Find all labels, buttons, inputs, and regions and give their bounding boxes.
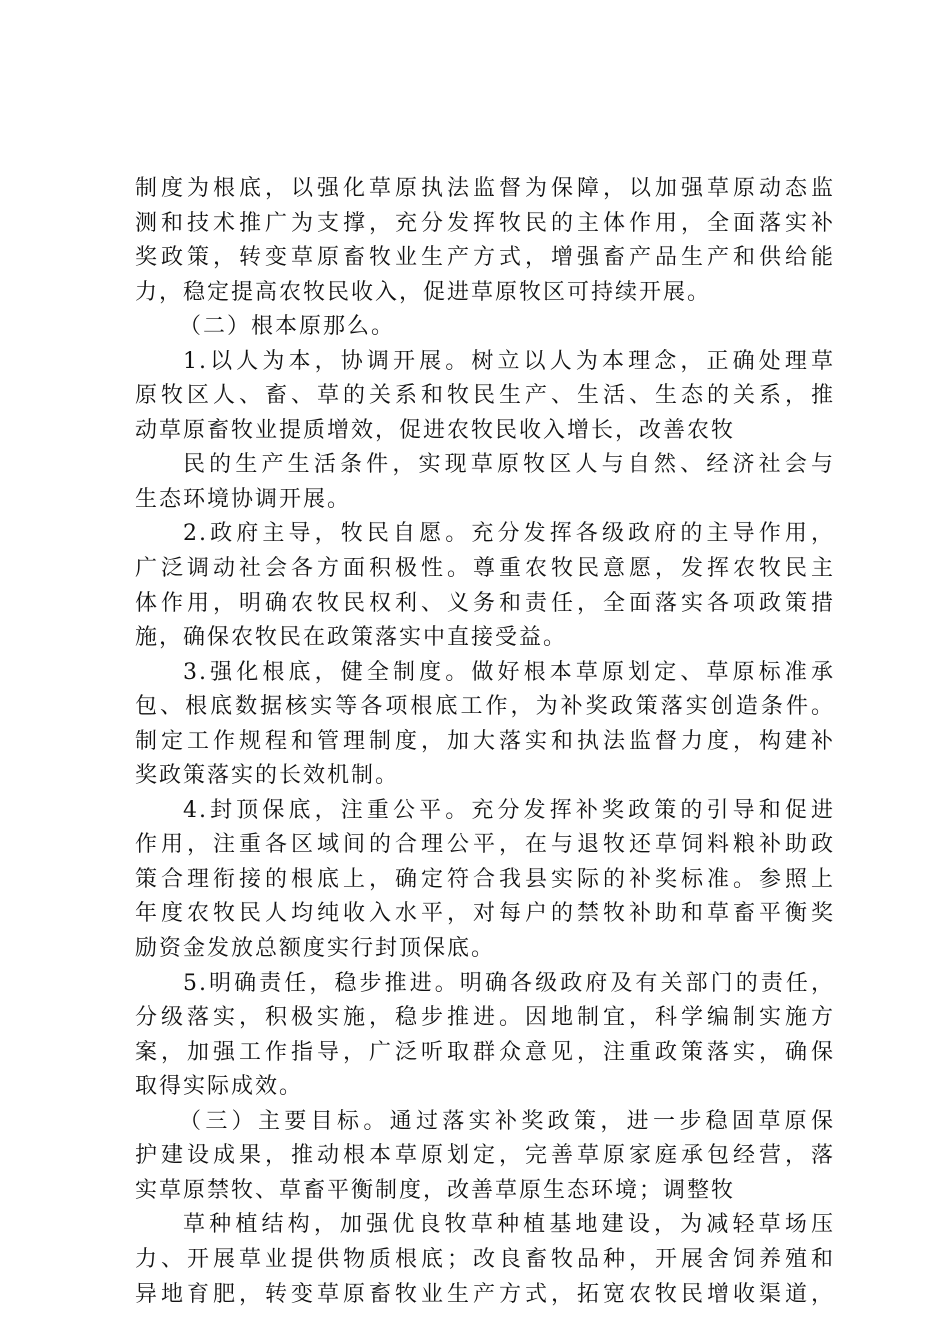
text-line: 4.封顶保底，注重公平。充分发挥补奖政策的引导和促进 [183,797,835,823]
text-line: 奖政策，转变草原畜牧业生产方式，增强畜产品生产和供给能 [135,245,835,271]
section-heading: （二）根本原那么。 [179,314,396,340]
text-line: 励资金发放总额度实行封顶保底。 [135,936,496,962]
text-line: 广泛调动社会各方面积极性。尊重农牧民意愿，发挥农牧民主 [135,556,835,582]
text-line: 草种植结构，加强优良牧草种植基地建设，为减轻草场压 [183,1212,835,1238]
text-line: 民的生产生活条件，实现草原牧区人与自然、经济社会与 [183,452,835,478]
text-line: 1.以人为本，协调开展。树立以人为本理念，正确处理草 [183,348,835,374]
text-line: 策合理衔接的根底上，确定符合我县实际的补奖标准。参照上 [135,866,835,892]
text-line: 护建设成果，推动根本草原划定，完善草原家庭承包经营，落 [135,1143,835,1169]
text-line: 测和技术推广为支撑，充分发挥牧民的主体作用，全面落实补 [135,210,835,236]
text-line: 分级落实，积极实施，稳步推进。因地制宜，科学编制实施方 [135,1005,835,1031]
text-line: 实草原禁牧、草畜平衡制度，改善草原生态环境；调整牧 [135,1177,736,1203]
section-heading: （三）主要目标。通过落实补奖政策，进一步稳固草原保 [179,1108,835,1134]
text-line: 2.政府主导，牧民自愿。充分发挥各级政府的主导作用， [183,521,835,547]
text-line: 奖政策落实的长效机制。 [135,763,400,789]
text-line: 取得实际成效。 [135,1074,304,1100]
text-line: 力，稳定提高农牧民收入，促进草原牧区可持续开展。 [135,279,712,305]
text-line: 5.明确责任，稳步推进。明确各级政府及有关部门的责任， [183,970,835,996]
text-line: 制度为根底，以强化草原执法监督为保障，以加强草原动态监 [135,176,835,201]
text-line: 包、根底数据核实等各项根底工作，为补奖政策落实创造条件。 [135,694,835,720]
text-line: 制定工作规程和管理制度，加大落实和执法监督力度，构建补 [135,728,835,754]
body-text [135,172,835,1312]
text-line: 力、开展草业提供物质根底；改良畜牧品种，开展舍饲养殖和 [135,1246,835,1272]
text-line: 体作用，明确农牧民权利、义务和责任，全面落实各项政策措 [135,590,835,616]
text-line: 生态环境协调开展。 [135,486,352,512]
text-line: 3.强化根底，健全制度。做好根本草原划定、草原标准承 [183,659,835,685]
text-line: 异地育肥，转变草原畜牧业生产方式，拓宽农牧民增收渠道， [135,1281,835,1307]
text-line: 原牧区人、畜、草的关系和牧民生产、生活、生态的关系，推 [135,383,835,409]
text-line: 施，确保农牧民在政策落实中直接受益。 [135,625,568,651]
text-line: 案，加强工作指导，广泛听取群众意见，注重政策落实，确保 [135,1039,835,1065]
text-line: 年度农牧民人均纯收入水平，对每户的禁牧补助和草畜平衡奖 [135,901,835,927]
text-line: 作用，注重各区域间的合理公平，在与退牧还草饲料粮补助政 [135,832,835,858]
text-line: 动草原畜牧业提质增效，促进农牧民收入增长，改善农牧 [135,417,736,443]
